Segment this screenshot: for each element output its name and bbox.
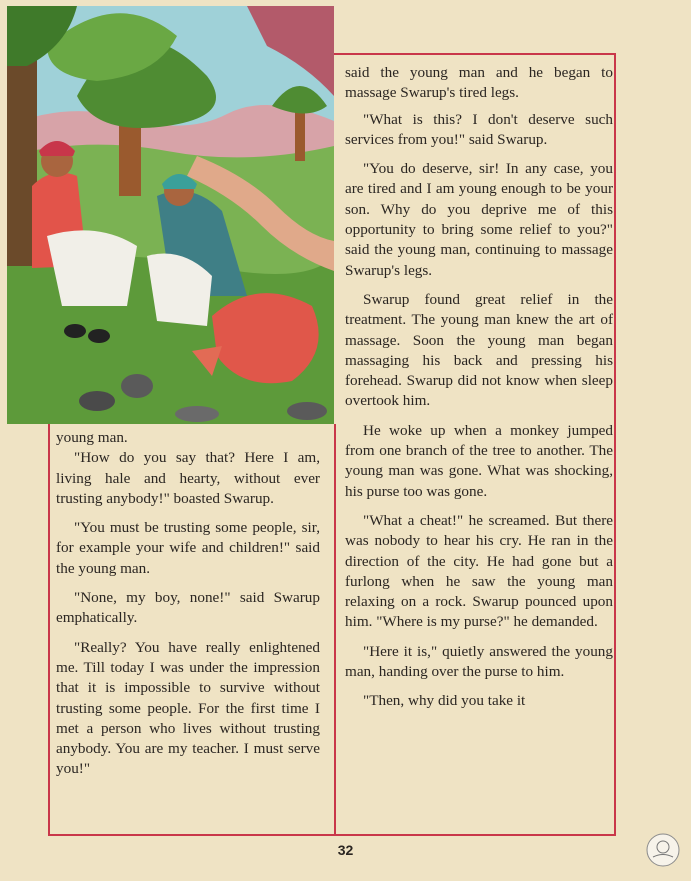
paragraph: He woke up when a monkey jumped from one branch of the tree to another. The young man was gone. What was shocking, his purse too was gone.: [345, 421, 613, 500]
paragraph: "None, my boy, none!" said Swarup emphatically.: [56, 589, 320, 627]
left-text-column: [56, 428, 320, 789]
paragraph: said the young man and he began to massage Swarup's tired legs.: [345, 64, 613, 102]
frame-left-line: [48, 424, 50, 835]
frame-right-line: [614, 53, 616, 835]
paragraph: "Really? You have really enlightened me. Till today I was under the impression that it is impossible to survive without trusting some people. For the first time I met a person who lives without trusting anybody. You are my teacher. I must serve you!": [56, 638, 320, 778]
paragraph: "How do you say that? Here I am, living hale and hearty, without ever trusting anybody!" boasted Swarup.: [56, 449, 320, 507]
paragraph: "You do deserve, sir! In any case, you are tired and I am young enough to be your son. Why do you deprive me of this opportunity to bring some relief to you?" said the young man, continuing to massage Swarup's legs.: [345, 160, 613, 279]
paragraph: Swarup found great relief in the treatment. The young man knew the art of massage. Soon the young man began massaging his back and pressing his forehead. Swarup did not know when sleep overtook him.: [345, 290, 613, 410]
paragraph: "You must be trusting some people, sir, for example your wife and children!" said the young man.: [56, 519, 320, 577]
frame-bottom-line: [48, 834, 616, 836]
page-number: 32: [337, 842, 354, 858]
frame-top-line: [334, 53, 615, 55]
paragraph: "Here it is," quietly answered the young man, handing over the purse to him.: [345, 642, 613, 681]
library-stamp-icon: [645, 832, 681, 868]
paragraph: young man.: [56, 429, 128, 446]
paragraph: "Then, why did you take it: [363, 692, 526, 710]
paragraph: "What is this? I don't deserve such services from you!" said Swarup.: [345, 110, 613, 148]
story-illustration: [7, 6, 334, 424]
frame-divider-line: [334, 424, 336, 835]
right-text-column: [345, 63, 613, 721]
paragraph: "What a cheat!" he screamed. But there was nobody to hear his cry. He ran in the direction of the city. He had gone but a furlong when he saw the young man relaxing on a rock. Swarup pounced upon him. "Where is my purse?" he demanded.: [345, 511, 613, 631]
